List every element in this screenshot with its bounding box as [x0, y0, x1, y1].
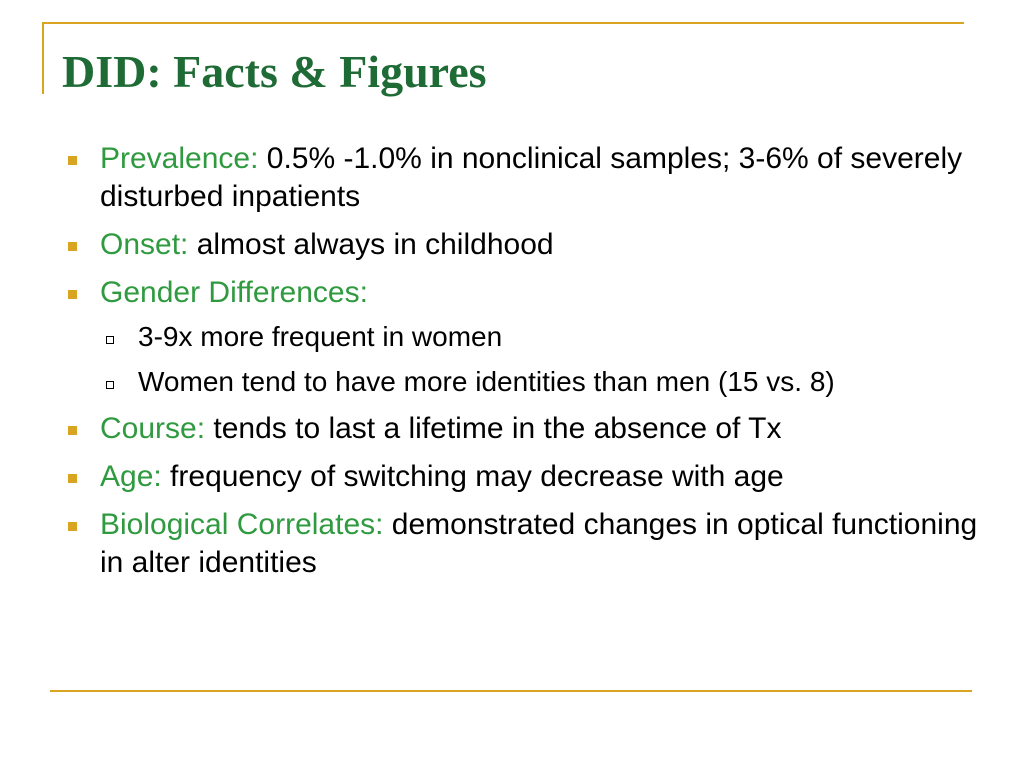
bullet-text: almost always in childhood — [188, 228, 554, 261]
left-border-line — [42, 22, 44, 94]
sub-bullet-list — [100, 318, 982, 400]
bullet-text: tends to last a lifetime in the absence of Tx — [205, 412, 782, 445]
top-border-line — [42, 22, 964, 24]
bullet-label: Gender Differences: — [100, 276, 368, 309]
sub-bullet-text: 3-9x more frequent in women — [138, 321, 503, 352]
sub-bullet-item — [100, 363, 982, 400]
bullet-item-gender-differences — [62, 274, 982, 400]
bullet-text: 0.5% -1.0% in nonclinical samples; 3-6% of severely disturbed inpatients — [100, 142, 963, 213]
bullet-item-onset — [62, 226, 982, 264]
bullet-label: Age: — [100, 460, 162, 493]
slide-title: DID: Facts & Figures — [62, 46, 487, 97]
bullet-label: Onset: — [100, 228, 189, 261]
square-bullet-icon — [68, 474, 77, 483]
bullet-label: Prevalence: — [100, 142, 259, 175]
bullet-label: Biological Correlates: — [100, 508, 384, 541]
square-bullet-icon — [68, 426, 77, 435]
hollow-square-bullet-icon — [106, 381, 114, 389]
sub-bullet-text: Women tend to have more identities than men (15 vs. 8) — [138, 366, 835, 397]
slide-content — [62, 140, 982, 592]
square-bullet-icon — [68, 156, 77, 165]
hollow-square-bullet-icon — [106, 336, 114, 344]
bullet-text: demonstrated changes in optical functioning in alter identities — [100, 508, 978, 579]
square-bullet-icon — [68, 290, 77, 299]
bullet-item-age — [62, 458, 982, 496]
square-bullet-icon — [68, 522, 77, 531]
bullet-item-prevalence — [62, 140, 982, 216]
bullet-item-biological-correlates — [62, 506, 982, 582]
bottom-border-line — [50, 690, 972, 692]
bullet-label: Course: — [100, 412, 206, 445]
bullet-text: frequency of switching may decrease with age — [161, 460, 784, 493]
sub-bullet-item — [100, 318, 982, 355]
bullet-list — [62, 140, 982, 582]
bullet-item-course — [62, 410, 982, 448]
square-bullet-icon — [68, 242, 77, 251]
